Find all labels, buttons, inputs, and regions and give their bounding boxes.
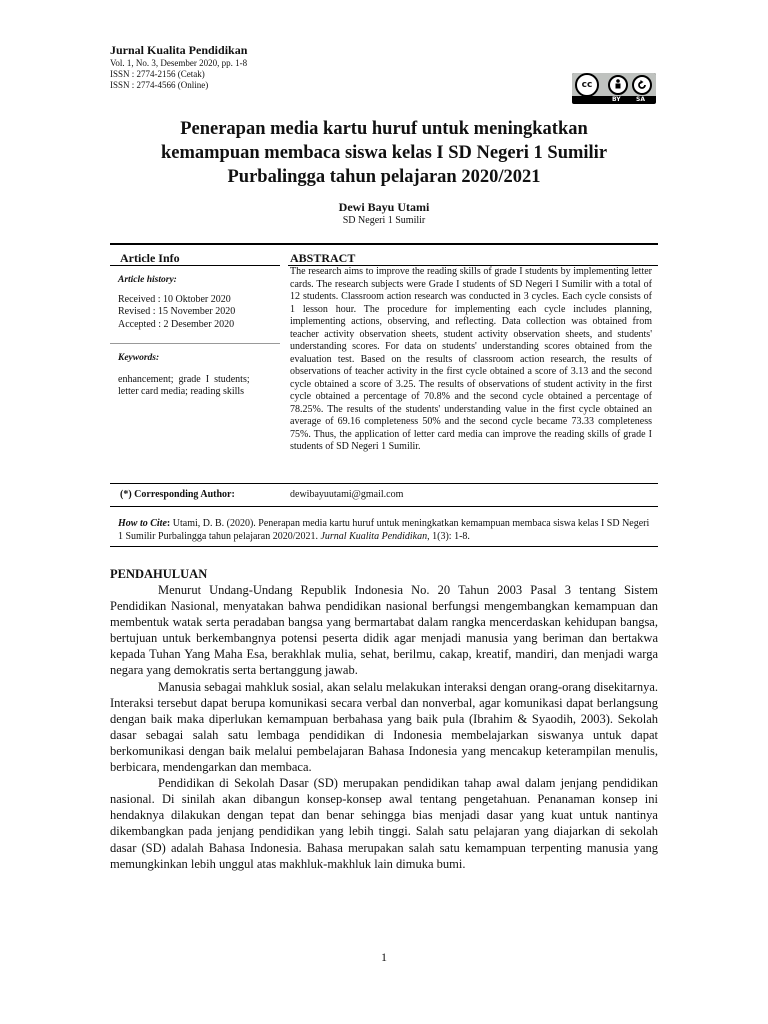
abstract-bottom-rule (110, 483, 658, 484)
sa-label: SA (636, 96, 645, 103)
journal-issn-online: ISSN : 2774-4566 (Online) (110, 80, 209, 90)
section-heading: PENDAHULUAN (110, 567, 208, 581)
received-date: Received : 10 Oktober 2020 (118, 294, 231, 305)
paragraph: Pendidikan di Sekolah Dasar (SD) merupakan pendidikan tahap awal dalam jenjang pendidikan nasional. Di sinilah akan dibangun konsep-konsep awal tentang pengetahuan. Penanaman konsep ini hendaknya dilakukan dengan tepat dan benar sehingga bias menjadi dasar yang kuat untuk nantinya dikembangkan pada jenjang pendidikan yang lebih tinggi. Salah satu pelajaran yang diajarkan di sekolah dasar (SD) adalah Bahasa Indonesia. Bahasa merupakan salah satu kemampuan terpenting manusia yang memungkinkan lebih unggul atas makhluk-makhluk lain dimuka bumi. (110, 776, 658, 871)
article-info-heading: Article Info (120, 251, 180, 265)
keywords-line-1: enhancement; grade I students; (118, 374, 250, 385)
journal-volume: Vol. 1, No. 3, Desember 2020, pp. 1-8 (110, 58, 248, 68)
cite-label: How to Cite (118, 518, 167, 529)
accepted-date: Accepted : 2 Desember 2020 (118, 319, 235, 330)
how-to-cite: How to Cite: Utami, D. B. (2020). Penerapan media kartu huruf untuk meningkatkan kemampuan membaca siswa kelas I SD Negeri 1 Sumilir Purbalingga tahun pelajaran 2020/2021. Jurnal Kualita Pendidikan, 1(3): 1-8. (118, 518, 650, 542)
paragraph: Menurut Undang-Undang Republik Indonesia No. 20 Tahun 2003 Pasal 3 tentang Sistem Pendidikan Nasional, menyatakan bahwa pendidikan nasional berfungsi mengembangkan kemampuan dan membentuk watak serta peradaban bangsa yang bermartabat dalam rangka mencerdaskan kehidupan bangsa, bertujuan untuk berkembangnya potensi peserta didik agar menjadi manusia yang beriman dan bertakwa kepada Tuhan Yang Maha Esa, berakhlak mulia, sehat, berilmu, cakap, kreatif, mandiri, dan menjadi warga negara yang demokratis serta bertanggung jawab. (110, 583, 658, 678)
cite-journal: Jurnal Kualita Pendidikan (320, 531, 428, 542)
keywords-line-2: letter card media; reading skills (118, 386, 245, 397)
paragraph: Manusia sebagai mahkluk sosial, akan selalu melakukan interaksi dengan orang-orang disekitarnya. Interaksi tersebut dapat berupa komunikasi secara verbal dan nonverbal, agar komunikasi dapat berlangsung dengan baik maka diperlukan kemampuan berbahasa yang baik pula (Ibrahim & Syaodih, 2003). Sekolah dasar sebagai salah satu lembaga pendidikan di Indonesia membelajarkan siswanya untuk dapat berkomunikasi dengan baik melalui pembelajaran Bahasa Indonesia yang mencakup keterampilan menulis, berbicara, mendengarkan dan membaca. (110, 679, 658, 775)
by-label: BY (612, 96, 621, 103)
page-number: 1 (381, 950, 387, 964)
cc-icon: cc (575, 73, 599, 97)
citation-rule (110, 546, 658, 547)
abstract-heading: ABSTRACT (290, 251, 356, 265)
by-person-icon (608, 75, 628, 95)
abstract-text: The research aims to improve the reading skills of grade I students by implementing letter cards. The research subjects were Grade I students of SD Negeri I Sumilir with a total of 12 students. Classroom action research was conducted in 3 cycles. Each cycle consists of 1 lesson hour. The procedure for implementing each cycle includes planning, implementing actions, observing, and reflecting. Data collection was obtained from teacher activity observation sheets, student activity observation sheets, and students' understanding scores. For data on students' understanding scores obtained from the evaluation test. Based on the results of classroom action research, the results of observations of teacher activity in the first cycle obtained a score of 3.13 and the second cycle obtained a score of 3.25. The results of observations of student activity in the first cycle obtained a percentage of 70.8% and the second cycle obtained a percentage of 78.25%. The results of the students' understanding value in the first cycle obtained an average of 69.16 completeness 50% and the second cycle became 73.33 completeness 75%. Thus, the application of letter card media can improve the reading skills of grade I students of SD Negeri 1 Sumilir. (290, 266, 652, 452)
cc-by-sa-icon (572, 73, 656, 104)
sa-share-icon (632, 75, 652, 95)
journal-issn-print: ISSN : 2774-2156 (Cetak) (110, 69, 205, 79)
journal-name: Jurnal Kualita Pendidikan (110, 43, 248, 57)
author-name: Dewi Bayu Utami (338, 200, 430, 214)
corresponding-rule (110, 506, 658, 507)
article-history-label: Article history: (118, 275, 177, 285)
author-affiliation: SD Negeri 1 Sumilir (342, 215, 426, 226)
cite-text: Utami, D. B. (2020). Penerapan media kartu huruf untuk meningkatkan kemampuan membaca siswa kelas I SD Negeri 1 Sumilir Purbalingga tahun pelajaran 2020/2021. (118, 518, 650, 542)
info-divider (110, 343, 280, 344)
table-top-rule (110, 243, 658, 245)
revised-date: Revised : 15 November 2020 (118, 306, 236, 317)
corresponding-author-label: (*) Corresponding Author: (120, 489, 235, 500)
keywords-label: Keywords: (118, 353, 160, 363)
corresponding-author-email: dewibayuutami@gmail.com (290, 489, 404, 500)
cite-rest: , 1(3): 1-8. (427, 531, 470, 542)
paper-title: Penerapan media kartu huruf untuk meningkatkan kemampuan membaca siswa kelas I SD Negeri 1 Sumilir Purbalingga tahun pelajaran 2020/2021 (160, 119, 608, 187)
section-body (110, 582, 658, 872)
